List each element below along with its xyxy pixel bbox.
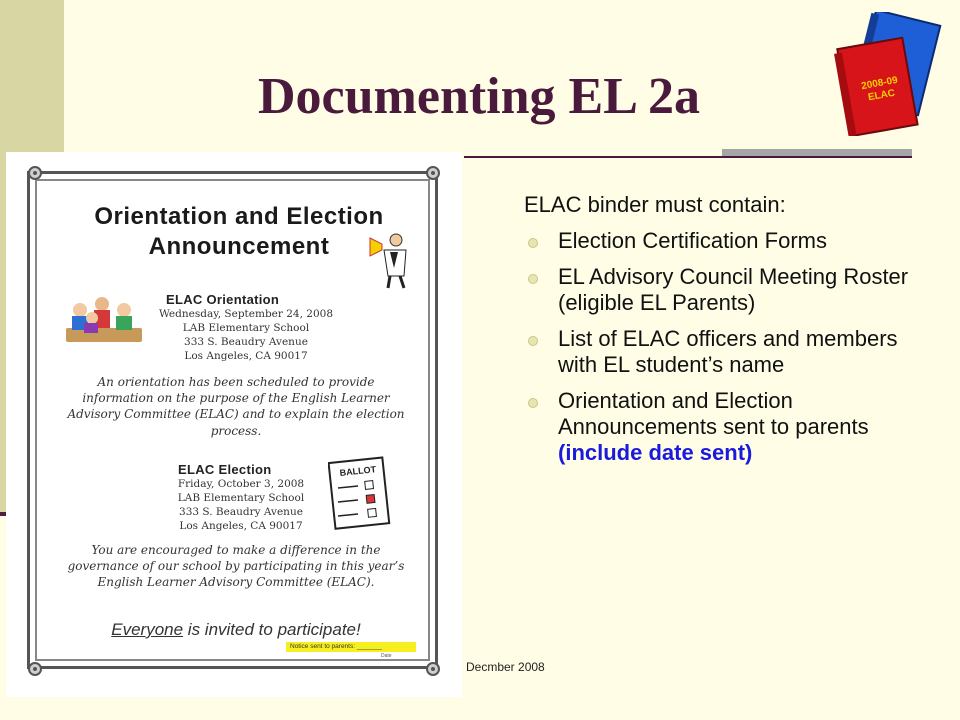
invite-word: Everyone — [111, 620, 184, 639]
list-item — [524, 228, 934, 254]
list-item — [524, 264, 934, 316]
orientation-line-3: 333 S. Beaudry Avenue — [184, 336, 308, 348]
election-line-1: Friday, October 3, 2008 — [177, 478, 305, 490]
list-item — [524, 326, 934, 378]
list-item-text: EL Advisory Council Meeting Roster (eligible EL Parents) — [558, 264, 909, 315]
content-lead: ELAC binder must contain: — [524, 192, 786, 217]
rivet-icon — [426, 662, 440, 676]
bullet-icon — [528, 274, 538, 284]
invite-rest: is invited to participate! — [183, 620, 361, 639]
list-item-text: List of ELAC officers and members with EL student’s name — [558, 326, 898, 377]
bullet-icon — [528, 238, 538, 248]
list-item-text: Orientation and Election Announcements sent to parents — [558, 388, 869, 439]
orientation-line-1: Wednesday, September 24, 2008 — [159, 308, 333, 320]
notice-sub-label: Date — [381, 653, 392, 659]
bullet-icon — [528, 398, 538, 408]
rivet-icon — [28, 662, 42, 676]
people-meeting-icon — [62, 292, 146, 348]
requirements-list — [524, 228, 934, 466]
rivet-icon — [28, 166, 42, 180]
bullet-icon — [528, 336, 538, 346]
election-line-2: LAB Elementary School — [177, 492, 305, 504]
slide-title: Documenting EL 2a — [258, 68, 701, 125]
election-title: ELAC Election — [178, 462, 272, 477]
title-rule — [464, 156, 912, 158]
invite-line — [66, 620, 406, 640]
rivet-icon — [426, 166, 440, 180]
list-item-text: Election Certification Forms — [558, 228, 827, 253]
flyer-heading-line1: Orientation and Election — [94, 203, 384, 230]
content-area — [524, 192, 934, 476]
binder-label-line2: ELAC — [867, 87, 896, 104]
announcement-flyer — [6, 152, 462, 697]
binder-label-line1: 2008-09 — [860, 74, 899, 93]
footer-date: Decmber 2008 — [466, 660, 545, 674]
flyer-heading-line2: Announcement — [148, 233, 330, 260]
election-line-3: 333 S. Beaudry Avenue — [179, 506, 303, 518]
binder-icon — [832, 12, 944, 136]
ballot-label: BALLOT — [339, 464, 377, 478]
notice-strip: Notice sent to parents: _______ — [286, 642, 416, 652]
orientation-line-4: Los Angeles, CA 90017 — [184, 350, 308, 362]
list-item — [524, 388, 934, 466]
orientation-note: An orientation has been scheduled to provide information on the purpose of the English Learner Advisory Committee (ELAC) and to explain the election process. — [67, 375, 405, 438]
list-item-emphasis: (include date sent) — [558, 440, 753, 465]
orientation-title: ELAC Orientation — [166, 292, 280, 307]
election-line-4: Los Angeles, CA 90017 — [179, 520, 303, 532]
encourage-note: You are encouraged to make a difference in the governance of our school by participating in this year’s English Learner Advisory Committee (ELAC). — [67, 543, 405, 590]
orientation-line-2: LAB Elementary School — [182, 322, 310, 334]
megaphone-icon — [362, 230, 418, 290]
ballot-icon — [328, 456, 392, 530]
